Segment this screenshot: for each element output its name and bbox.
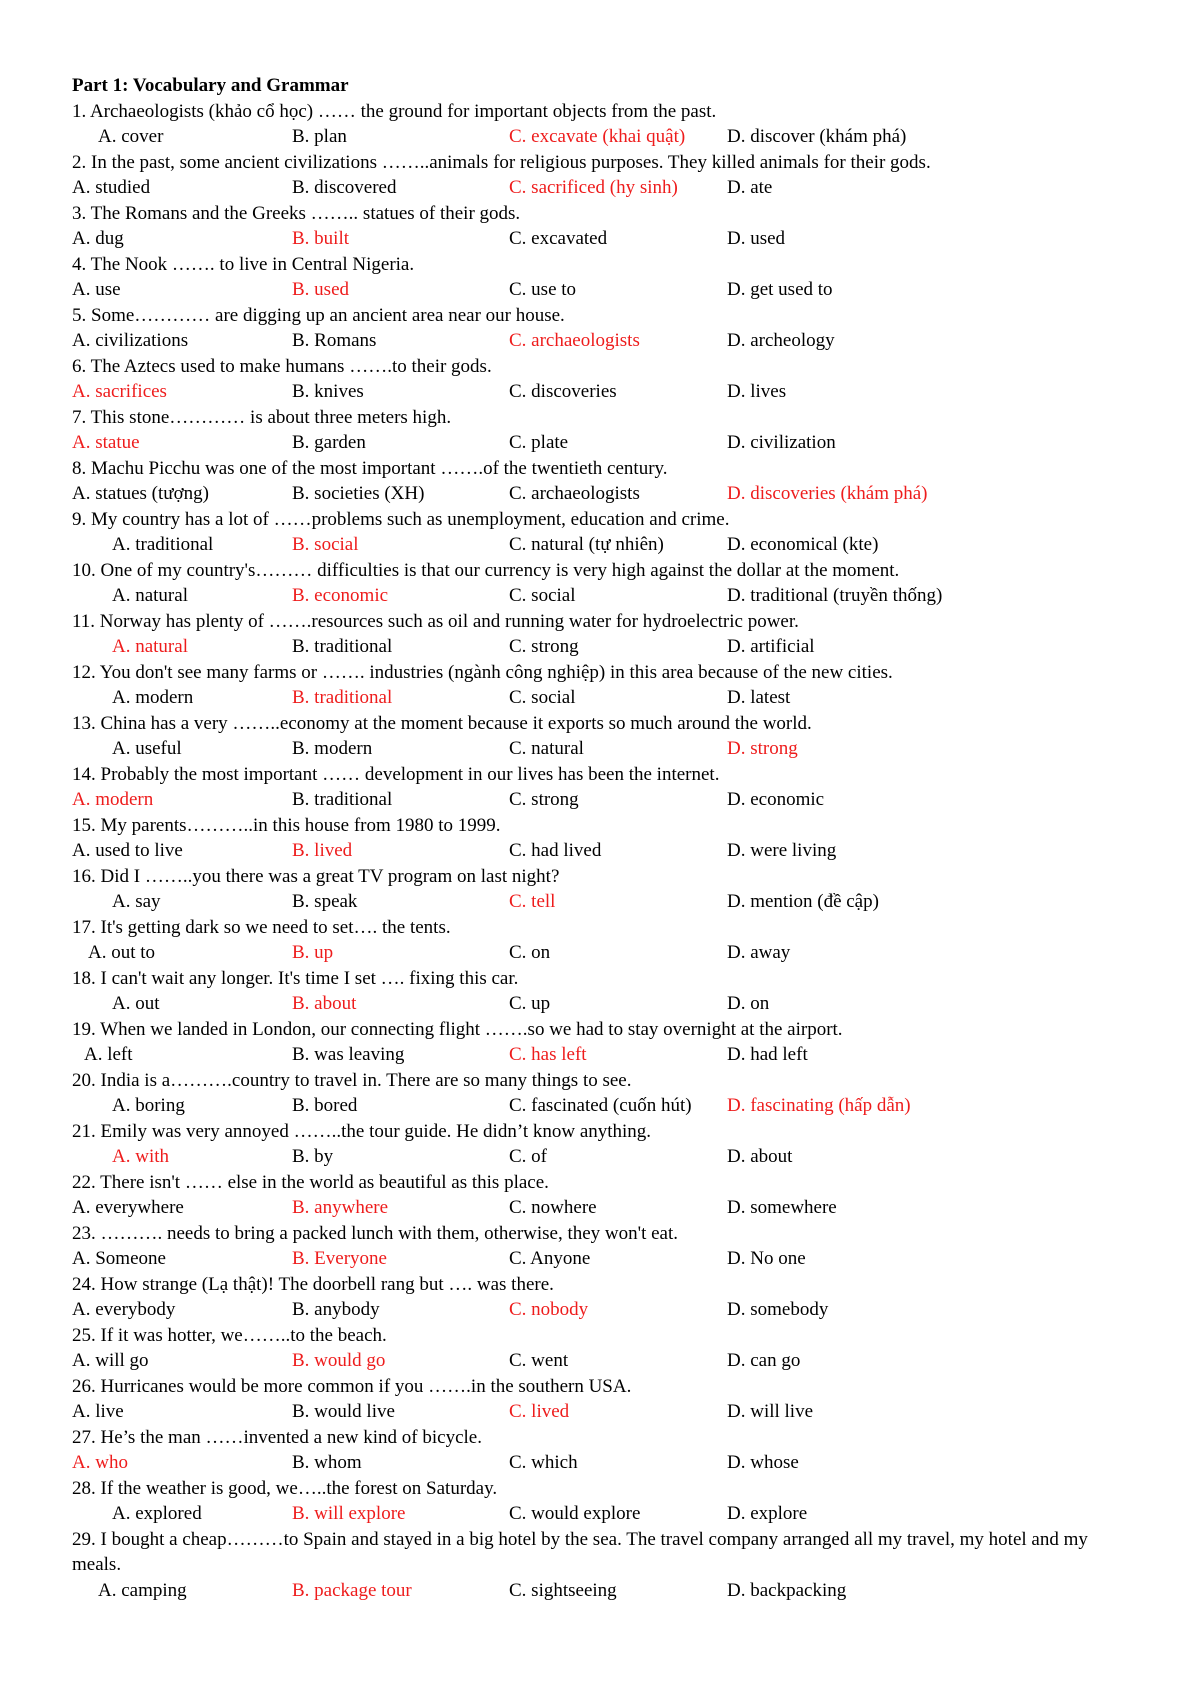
question-text: 10. One of my country's……… difficulties is that our currency is very high against the dollar at the moment. xyxy=(72,559,900,581)
question-item xyxy=(72,609,1132,660)
question-item xyxy=(72,252,1132,303)
answer-option: B. whom xyxy=(292,1452,362,1473)
correct-answer-option: B. Everyone xyxy=(292,1248,387,1269)
answer-option: A. traditional xyxy=(112,534,214,555)
question-text: 19. When we landed in London, our connecting flight …….so we had to stay overnight at the airport. xyxy=(72,1018,843,1040)
question-item xyxy=(72,813,1132,864)
answer-option: A. natural xyxy=(112,585,188,606)
answer-option: C. archaeologists xyxy=(509,483,640,504)
answer-option: C. had lived xyxy=(509,840,602,861)
answer-option: B. anybody xyxy=(292,1299,380,1320)
answer-option: B. Romans xyxy=(292,330,377,351)
answer-options xyxy=(72,889,1132,915)
question-text: 9. My country has a lot of ……problems such as unemployment, education and crime. xyxy=(72,508,730,530)
answer-options xyxy=(72,1246,1132,1272)
answer-options xyxy=(72,1501,1132,1527)
answer-option: A. useful xyxy=(112,738,182,759)
answer-option: A. civilizations xyxy=(72,330,189,351)
answer-option: A. everybody xyxy=(72,1299,176,1320)
answer-option: D. lives xyxy=(727,381,787,402)
answer-options xyxy=(72,1195,1132,1221)
question-text: 16. Did I ……..you there was a great TV program on last night? xyxy=(72,865,560,887)
answer-option: D. somebody xyxy=(727,1299,829,1320)
answer-option: D. artificial xyxy=(727,636,815,657)
answer-option: C. sightseeing xyxy=(509,1579,617,1601)
answer-option: B. bored xyxy=(292,1095,358,1116)
answer-option: A. cover xyxy=(98,126,164,147)
correct-answer-option: B. would go xyxy=(292,1350,386,1371)
answer-options xyxy=(72,787,1132,813)
correct-answer-option: D. fascinating (hấp dẫn) xyxy=(727,1095,911,1116)
correct-answer-option: C. archaeologists xyxy=(509,330,640,351)
correct-answer-option: B. traditional xyxy=(292,687,393,708)
answer-option: D. explore xyxy=(727,1503,808,1524)
question-text: 7. This stone………… is about three meters high. xyxy=(72,406,452,428)
question-text: 27. He’s the man ……invented a new kind of bicycle. xyxy=(72,1426,482,1448)
correct-answer-option: B. social xyxy=(292,534,359,555)
answer-option: C. would explore xyxy=(509,1503,641,1524)
correct-answer-option: D. discoveries (khám phá) xyxy=(727,483,928,504)
answer-options xyxy=(72,226,1132,252)
answer-options xyxy=(72,1144,1132,1170)
answer-option: B. would live xyxy=(292,1401,395,1422)
correct-answer-option: C. sacrificed (hy sinh) xyxy=(509,177,678,198)
answer-option: C. discoveries xyxy=(509,381,617,402)
question-text: 18. I can't wait any longer. It's time I set …. fixing this car. xyxy=(72,967,519,989)
answer-option: A. everywhere xyxy=(72,1197,184,1218)
answer-option: C. social xyxy=(509,687,576,708)
answer-option: D. economic xyxy=(727,789,825,810)
question-item xyxy=(72,711,1132,762)
answer-option: C. Anyone xyxy=(509,1248,591,1269)
correct-answer-option: D. strong xyxy=(727,738,798,759)
question-text: 4. The Nook ……. to live in Central Nigeria. xyxy=(72,253,415,275)
answer-option: D. traditional (truyền thống) xyxy=(727,585,943,606)
answer-option: A. use xyxy=(72,279,121,300)
answer-option: B. societies (XH) xyxy=(292,483,425,504)
question-item xyxy=(72,405,1132,456)
answer-options xyxy=(72,634,1132,660)
question-item xyxy=(72,1119,1132,1170)
answer-option: A. say xyxy=(112,891,161,912)
answer-option: A. camping xyxy=(98,1579,187,1601)
question-text: 12. You don't see many farms or ……. industries (ngành công nghiệp) in this area because of the new cities. xyxy=(72,661,893,683)
question-text: 25. If it was hotter, we……..to the beach. xyxy=(72,1324,387,1346)
answer-option: D. latest xyxy=(727,687,791,708)
answer-option: C. of xyxy=(509,1146,547,1167)
question-text: 26. Hurricanes would be more common if you …….in the southern USA. xyxy=(72,1375,632,1397)
correct-answer-option: A. natural xyxy=(112,636,188,657)
correct-answer-option: B. about xyxy=(292,993,357,1014)
answer-options xyxy=(72,1042,1132,1068)
question-item xyxy=(72,1425,1132,1476)
question-item xyxy=(72,660,1132,711)
answer-option: A. left xyxy=(84,1044,133,1065)
question-item xyxy=(72,1221,1132,1272)
answer-option: D. used xyxy=(727,228,786,249)
correct-answer-option: A. modern xyxy=(72,789,154,810)
question-item xyxy=(72,150,1132,201)
answer-options xyxy=(72,1348,1132,1374)
answer-option: A. dug xyxy=(72,228,124,249)
question-text: 21. Emily was very annoyed ……..the tour guide. He didn’t know anything. xyxy=(72,1120,652,1142)
answer-options xyxy=(72,685,1132,711)
correct-answer-option: C. has left xyxy=(509,1044,587,1065)
answer-options xyxy=(72,991,1132,1017)
question-text: 29. I bought a cheap………to Spain and stayed in a big hotel by the sea. The travel company arranged all my travel, my hotel and my meals. xyxy=(72,1528,1088,1575)
correct-answer-option: B. economic xyxy=(292,585,389,606)
question-text: 17. It's getting dark so we need to set…. the tents. xyxy=(72,916,451,938)
question-text: 6. The Aztecs used to make humans …….to their gods. xyxy=(72,355,492,377)
answer-option: D. somewhere xyxy=(727,1197,837,1218)
answer-options xyxy=(72,1297,1132,1323)
question-item xyxy=(72,456,1132,507)
answer-options xyxy=(72,1399,1132,1425)
correct-answer-option: B. used xyxy=(292,279,349,300)
question-item xyxy=(72,201,1132,252)
section-title: Part 1: Vocabulary and Grammar xyxy=(72,75,349,96)
answer-option: C. social xyxy=(509,585,576,606)
correct-answer-option: B. will explore xyxy=(292,1503,406,1524)
answer-option: C. plate xyxy=(509,432,569,453)
answer-option: C. went xyxy=(509,1350,569,1371)
question-item xyxy=(72,1476,1132,1527)
answer-option: C. strong xyxy=(509,636,579,657)
answer-option: A. statues (tượng) xyxy=(72,483,209,504)
answer-option: A. will go xyxy=(72,1350,149,1371)
answer-option: D. away xyxy=(727,942,791,963)
question-item xyxy=(72,507,1132,558)
question-item xyxy=(72,1527,1132,1604)
answer-options xyxy=(72,940,1132,966)
answer-option: D. civilization xyxy=(727,432,836,453)
question-text: 28. If the weather is good, we…..the forest on Saturday. xyxy=(72,1477,498,1499)
answer-option: C. excavated xyxy=(509,228,608,249)
answer-option: A. boring xyxy=(112,1095,185,1116)
question-text: 1. Archaeologists (khảo cổ học) …… the ground for important objects from the past. xyxy=(72,100,717,122)
correct-answer-option: A. statue xyxy=(72,432,140,453)
answer-option: D. economical (kte) xyxy=(727,534,879,555)
answer-options xyxy=(72,379,1132,405)
question-item xyxy=(72,558,1132,609)
question-item xyxy=(72,864,1132,915)
correct-answer-option: A. sacrifices xyxy=(72,381,167,402)
correct-answer-option: B. package tour xyxy=(292,1579,412,1601)
question-item xyxy=(72,1272,1132,1323)
answer-option: A. out to xyxy=(88,942,156,963)
answer-options xyxy=(72,736,1132,762)
answer-option: C. which xyxy=(509,1452,578,1473)
question-item xyxy=(72,354,1132,405)
answer-options xyxy=(72,328,1132,354)
answer-options xyxy=(72,430,1132,456)
correct-answer-option: B. up xyxy=(292,942,334,963)
answer-options xyxy=(72,1450,1132,1476)
answer-option: D. get used to xyxy=(727,279,833,300)
question-text: 5. Some………… are digging up an ancient area near our house. xyxy=(72,304,565,326)
answer-option: A. explored xyxy=(112,1503,202,1524)
answer-option: B. traditional xyxy=(292,636,393,657)
answer-options xyxy=(72,838,1132,864)
question-item xyxy=(72,1017,1132,1068)
answer-option: B. plan xyxy=(292,126,347,147)
answer-option: D. will live xyxy=(727,1401,814,1422)
question-text: 13. China has a very ……..economy at the moment because it exports so much around the world. xyxy=(72,712,812,734)
answer-option: D. about xyxy=(727,1146,793,1167)
worksheet xyxy=(72,73,1132,1603)
answer-option: B. speak xyxy=(292,891,358,912)
answer-option: A. used to live xyxy=(72,840,183,861)
question-text: 3. The Romans and the Greeks …….. statues of their gods. xyxy=(72,202,521,224)
answer-option: C. strong xyxy=(509,789,579,810)
correct-answer-option: B. lived xyxy=(292,840,353,861)
correct-answer-option: C. nobody xyxy=(509,1299,589,1320)
question-item xyxy=(72,1170,1132,1221)
answer-option: C. nowhere xyxy=(509,1197,597,1218)
correct-answer-option: A. with xyxy=(112,1146,169,1167)
correct-answer-option: A. who xyxy=(72,1452,128,1473)
answer-options xyxy=(72,175,1132,201)
answer-option: B. was leaving xyxy=(292,1044,405,1065)
answer-option: D. on xyxy=(727,993,770,1014)
question-item xyxy=(72,966,1132,1017)
answer-options xyxy=(72,481,1132,507)
answer-option: B. traditional xyxy=(292,789,393,810)
answer-option: D. discover (khám phá) xyxy=(727,126,907,147)
question-list xyxy=(72,99,1132,1604)
answer-option: B. discovered xyxy=(292,177,397,198)
answer-option: C. on xyxy=(509,942,551,963)
answer-option: D. whose xyxy=(727,1452,799,1473)
question-item xyxy=(72,1374,1132,1425)
answer-option: C. natural xyxy=(509,738,584,759)
answer-option: D. ate xyxy=(727,177,773,198)
correct-answer-option: C. excavate (khai quật) xyxy=(509,126,686,147)
answer-options xyxy=(72,532,1132,558)
question-text: 23. ………. needs to bring a packed lunch with them, otherwise, they won't eat. xyxy=(72,1222,679,1244)
answer-option: C. fascinated (cuốn hút) xyxy=(509,1095,692,1116)
question-item xyxy=(72,1323,1132,1374)
question-text: 8. Machu Picchu was one of the most important …….of the twentieth century. xyxy=(72,457,668,479)
answer-option: C. use to xyxy=(509,279,577,300)
answer-options xyxy=(72,583,1132,609)
answer-option: D. archeology xyxy=(727,330,835,351)
question-text: 24. How strange (Lạ thật)! The doorbell rang but …. was there. xyxy=(72,1273,554,1295)
question-item xyxy=(72,762,1132,813)
correct-answer-option: C. lived xyxy=(509,1401,570,1422)
question-text: 20. India is a……….country to travel in. There are so many things to see. xyxy=(72,1069,632,1091)
question-text: 11. Norway has plenty of …….resources such as oil and running water for hydroelectric power. xyxy=(72,610,799,632)
answer-option: D. were living xyxy=(727,840,837,861)
answer-option: A. studied xyxy=(72,177,151,198)
question-text: 15. My parents………..in this house from 1980 to 1999. xyxy=(72,814,501,836)
answer-option: C. up xyxy=(509,993,551,1014)
answer-option: D. mention (đề cập) xyxy=(727,891,879,912)
answer-option: D. can go xyxy=(727,1350,801,1371)
question-item xyxy=(72,303,1132,354)
question-text: 14. Probably the most important …… development in our lives has been the internet. xyxy=(72,763,720,785)
answer-option: D. had left xyxy=(727,1044,808,1065)
answer-options xyxy=(72,124,1132,150)
answer-option: A. live xyxy=(72,1401,124,1422)
question-item xyxy=(72,99,1132,150)
answer-option: B. by xyxy=(292,1146,334,1167)
answer-option: D. No one xyxy=(727,1248,806,1269)
question-item xyxy=(72,1068,1132,1119)
answer-option: A. modern xyxy=(112,687,194,708)
question-text: 2. In the past, some ancient civilizations ……..animals for religious purposes. They killed animals for their gods. xyxy=(72,151,931,173)
answer-options xyxy=(72,277,1132,303)
answer-option: A. Someone xyxy=(72,1248,166,1269)
answer-option: B. garden xyxy=(292,432,366,453)
answer-option: D. backpacking xyxy=(727,1579,847,1601)
correct-answer-option: C. tell xyxy=(509,891,556,912)
answer-option: B. knives xyxy=(292,381,364,402)
answer-option: B. modern xyxy=(292,738,373,759)
question-item xyxy=(72,915,1132,966)
correct-answer-option: B. anywhere xyxy=(292,1197,389,1218)
answer-option: A. out xyxy=(112,993,160,1014)
question-text: 22. There isn't …… else in the world as beautiful as this place. xyxy=(72,1171,549,1193)
answer-option: C. natural (tự nhiên) xyxy=(509,534,664,555)
answer-options xyxy=(72,1093,1132,1119)
answer-options xyxy=(72,1578,1132,1604)
correct-answer-option: B. built xyxy=(292,228,350,249)
